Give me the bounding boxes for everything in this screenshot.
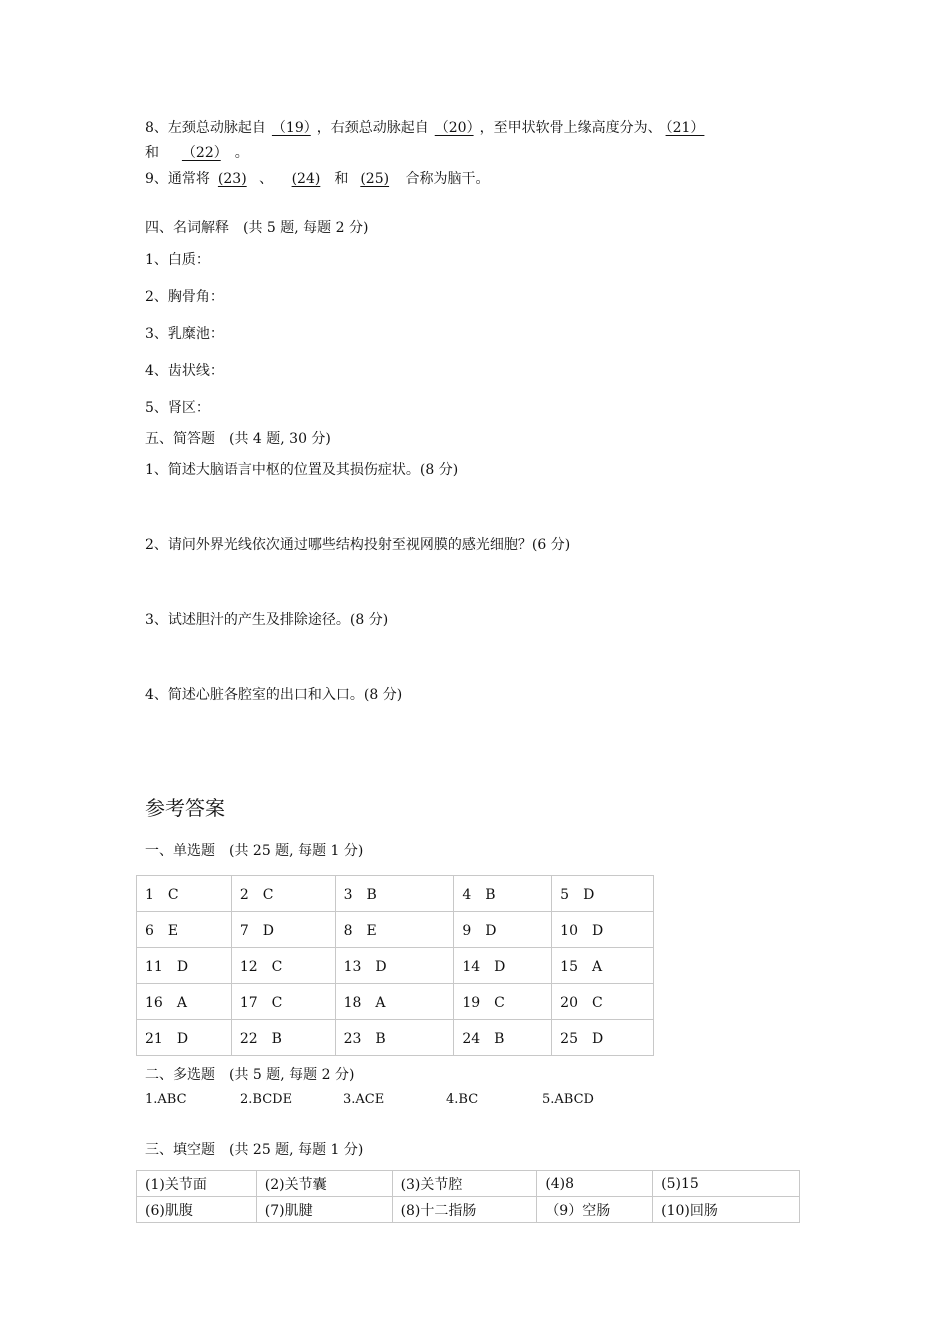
answer-cell: 23 B bbox=[335, 1020, 454, 1056]
blank-19: （19） bbox=[271, 120, 311, 136]
answer-cell: 15 A bbox=[552, 948, 654, 984]
blank-21: （21） bbox=[665, 120, 705, 136]
answer-cell: 2 C bbox=[231, 876, 335, 912]
answer-cell: (3)关节腔 bbox=[392, 1171, 537, 1197]
term-item: 4、齿状线： bbox=[145, 363, 224, 379]
answer-cell: 12 C bbox=[231, 948, 335, 984]
term-item: 3、乳糜池： bbox=[145, 326, 224, 342]
answer-cell: 18 A bbox=[335, 984, 454, 1020]
blank-24: (24) bbox=[291, 171, 321, 187]
q9-sep2: 和 bbox=[334, 171, 349, 187]
answer-cell: (1)关节面 bbox=[137, 1171, 257, 1197]
multi-answer: 2.BCDE bbox=[240, 1092, 293, 1107]
blank-22: （22） bbox=[181, 145, 221, 161]
answer-cell: 9 D bbox=[454, 912, 552, 948]
answer-cell: (5)15 bbox=[653, 1171, 800, 1197]
answer-cell: 14 D bbox=[454, 948, 552, 984]
answer-cell: 13 D bbox=[335, 948, 454, 984]
multi-choice-title: 二、多选题 (共 5 题, 每题 2 分) bbox=[145, 1067, 355, 1083]
section-5-title: 五、简答题 (共 4 题, 30 分) bbox=[145, 431, 331, 447]
q8-mid2: ，至甲状软骨上缘高度分为、 bbox=[479, 120, 662, 136]
short-answer-item: 4、简述心脏各腔室的出口和入口。(8 分) bbox=[145, 687, 403, 703]
term-item: 5、肾区： bbox=[145, 400, 210, 416]
q9-suffix: 合称为脑干。 bbox=[405, 171, 490, 187]
term-item: 2、胸骨角： bbox=[145, 289, 224, 305]
answer-cell: (4)8 bbox=[537, 1171, 653, 1197]
answer-cell: 4 B bbox=[454, 876, 552, 912]
section-4-title: 四、名词解释 (共 5 题, 每题 2 分) bbox=[145, 220, 369, 236]
q9-prefix: 9、通常将 bbox=[145, 171, 210, 187]
q8-line2-suffix: 。 bbox=[234, 145, 249, 161]
answer-cell: 24 B bbox=[454, 1020, 552, 1056]
short-answer-item: 3、试述胆汁的产生及排除途径。(8 分) bbox=[145, 612, 389, 628]
multi-answer: 4.BC bbox=[446, 1092, 479, 1107]
answer-cell: 11 D bbox=[137, 948, 232, 984]
multi-answer: 1.ABC bbox=[145, 1092, 187, 1107]
q8-line2-prefix: 和 bbox=[145, 145, 159, 161]
short-answer-item: 1、简述大脑语言中枢的位置及其损伤症状。(8 分) bbox=[145, 462, 459, 478]
q9-sep1: 、 bbox=[259, 171, 274, 187]
answer-cell: 16 A bbox=[137, 984, 232, 1020]
q8-mid1: ，右颈总动脉起自 bbox=[316, 120, 429, 136]
answer-cell: （9）空肠 bbox=[537, 1197, 653, 1223]
answer-cell: 1 C bbox=[137, 876, 232, 912]
blank-25: (25) bbox=[360, 171, 390, 187]
blank-23: (23) bbox=[217, 171, 247, 187]
table-row bbox=[137, 1197, 800, 1223]
single-choice-answer-table bbox=[136, 875, 654, 1056]
answer-cell: (2)关节囊 bbox=[256, 1171, 392, 1197]
table-row bbox=[137, 1020, 654, 1056]
answer-cell: 6 E bbox=[137, 912, 232, 948]
question-8-line-1 bbox=[145, 119, 708, 137]
answer-cell: 22 B bbox=[231, 1020, 335, 1056]
answer-cell: 20 C bbox=[552, 984, 654, 1020]
answer-cell: 8 E bbox=[335, 912, 454, 948]
answer-cell: 21 D bbox=[137, 1020, 232, 1056]
short-answer-item: 2、请问外界光线依次通过哪些结构投射至视网膜的感光细胞？(6 分) bbox=[145, 537, 571, 553]
single-choice-title: 一、单选题 (共 25 题, 每题 1 分) bbox=[145, 843, 364, 859]
fill-blank-title: 三、填空题 (共 25 题, 每题 1 分) bbox=[145, 1142, 364, 1158]
table-row bbox=[137, 912, 654, 948]
answers-heading: 参考答案 bbox=[145, 796, 225, 820]
multi-answer: 5.ABCD bbox=[542, 1092, 594, 1107]
answer-cell: (10)回肠 bbox=[653, 1197, 800, 1223]
table-row bbox=[137, 1171, 800, 1197]
table-row bbox=[137, 876, 654, 912]
answer-cell: 10 D bbox=[552, 912, 654, 948]
multi-answer: 3.ACE bbox=[343, 1092, 385, 1107]
answer-cell: 3 B bbox=[335, 876, 454, 912]
q8-prefix: 8、左颈总动脉起自 bbox=[145, 120, 266, 136]
question-9 bbox=[145, 170, 490, 188]
answer-cell: 19 C bbox=[454, 984, 552, 1020]
answer-cell: (6)肌腹 bbox=[137, 1197, 257, 1223]
answer-cell: 17 C bbox=[231, 984, 335, 1020]
table-row bbox=[137, 948, 654, 984]
answer-cell: 7 D bbox=[231, 912, 335, 948]
question-8-line-2 bbox=[145, 144, 249, 162]
answer-cell: 5 D bbox=[552, 876, 654, 912]
fill-blank-answer-table bbox=[136, 1170, 800, 1223]
answer-cell: 25 D bbox=[552, 1020, 654, 1056]
answer-cell: (8)十二指肠 bbox=[392, 1197, 537, 1223]
answer-cell: (7)肌腱 bbox=[256, 1197, 392, 1223]
blank-20: （20） bbox=[434, 120, 474, 136]
term-item: 1、白质： bbox=[145, 252, 210, 268]
table-row bbox=[137, 984, 654, 1020]
